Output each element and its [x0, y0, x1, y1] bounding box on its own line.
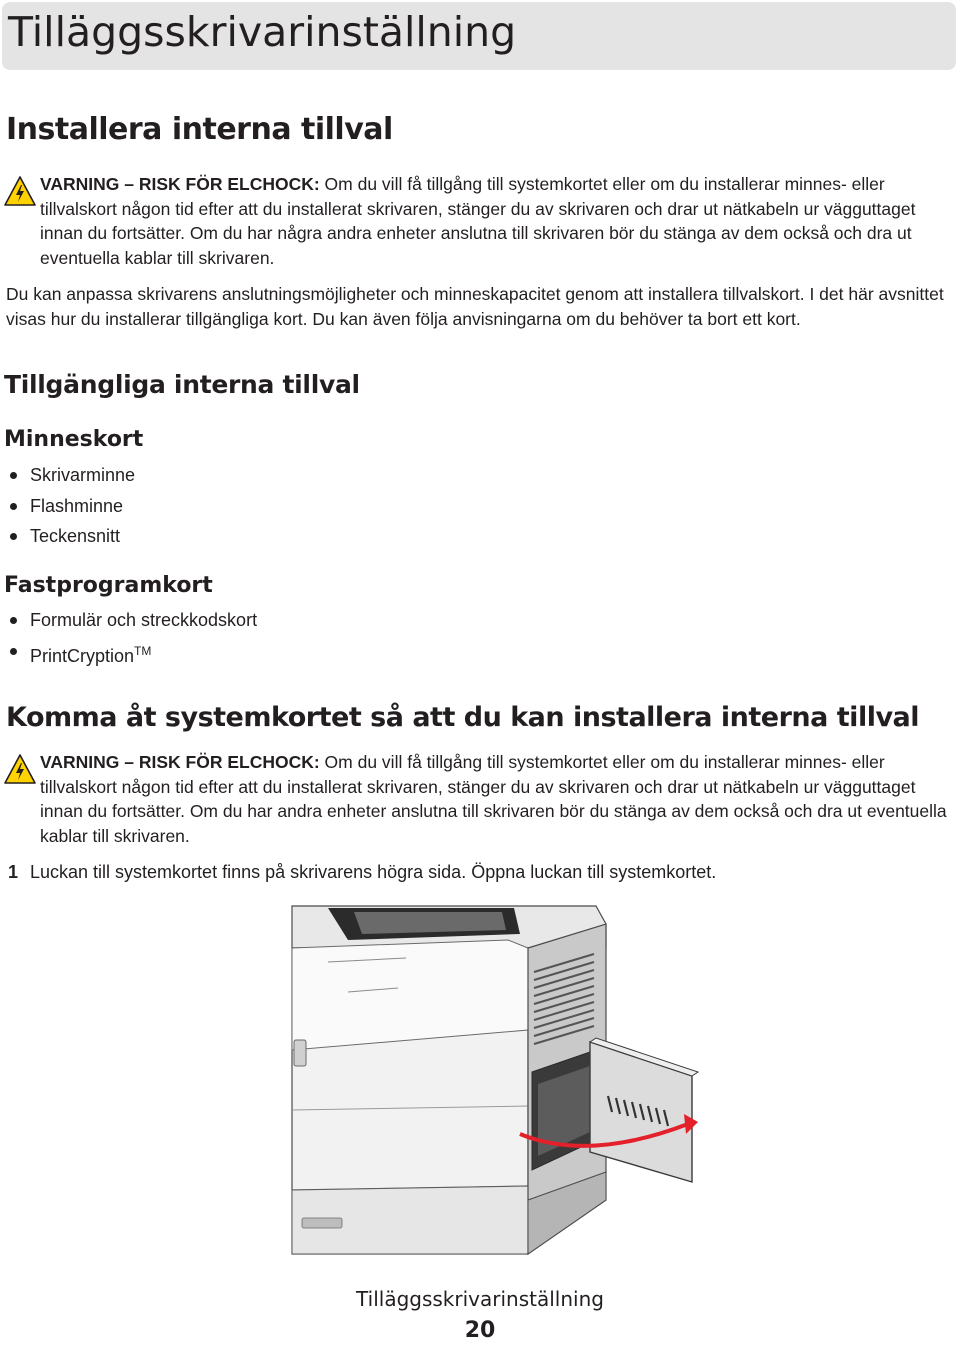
- warning-body: Om du vill få tillgång till systemkortet eller om du installerar minnes- eller tillvalskort någon tid efter att du installerat skrivaren, stänger du av skrivaren och drar ut nätkabeln ur vägguttaget innan du fortsätter. Om du har några andra enheter anslutna till skrivaren bör du stänga av dem också och dra ut eventuella kablar till skrivaren.: [40, 174, 916, 268]
- memory-card-list: [8, 460, 135, 552]
- section-heading-available: Tillgängliga interna tillval: [4, 370, 360, 399]
- firmware-card-list: [8, 605, 257, 666]
- subheading-firmware-cards: Fastprogramkort: [4, 573, 213, 598]
- electric-hazard-icon: [4, 176, 36, 206]
- list-item-text: PrintCryption: [30, 645, 135, 666]
- section-heading-access: Komma åt systemkortet så att du kan installera interna tillval: [6, 702, 920, 733]
- warning-label: VARNING – RISK FÖR ELCHOCK:: [40, 752, 320, 772]
- footer-title: Tilläggsskrivarinställning: [356, 1287, 604, 1311]
- list-item: [8, 636, 257, 667]
- electric-hazard-icon: [4, 754, 36, 784]
- subheading-memory-cards: Minneskort: [4, 427, 144, 452]
- page-number: 20: [464, 1318, 496, 1343]
- list-item: Teckensnitt: [8, 521, 135, 552]
- printer-illustration: [288, 900, 708, 1284]
- front-handle: [294, 1040, 306, 1066]
- list-item: Formulär och streckkodskort: [8, 605, 257, 636]
- step-1: [8, 860, 716, 884]
- warning-body: Om du vill få tillgång till systemkortet eller om du installerar minnes- eller tillvalskort någon tid efter att du installerat skrivaren, stänger du av skrivaren och drar ut nätkabeln ur vägguttaget innan du fortsätter. Om du har andra enheter anslutna till skrivaren bör du stänga av dem också och dra ut eventuella kablar till skrivaren.: [40, 752, 947, 846]
- warning-text-2: [40, 750, 950, 848]
- list-item: Flashminne: [8, 491, 135, 522]
- warning-label: VARNING – RISK FÖR ELCHOCK:: [40, 174, 320, 194]
- warning-block-1: [4, 172, 950, 270]
- trademark: TM: [134, 643, 152, 658]
- warning-block-2: [4, 750, 950, 848]
- intro-paragraph: Du kan anpassa skrivarens anslutningsmöjligheter och minneskapacitet genom att installera tillvalskort. I det här avsnittet visas hur du installerar tillgängliga kort. Du kan även följa anvisningarna om du behöver ta bort ett kort.: [6, 284, 944, 329]
- list-item: Skrivarminne: [8, 460, 135, 491]
- warning-text-1: [40, 172, 950, 270]
- step-number: 1: [8, 862, 19, 882]
- page-title: Tilläggsskrivarinställning: [8, 8, 517, 56]
- section-heading-install: Installera interna tillval: [6, 112, 393, 147]
- step-text: Luckan till systemkortet finns på skrivarens högra sida. Öppna luckan till systemkortet.: [30, 862, 717, 882]
- title-bar: [2, 2, 956, 70]
